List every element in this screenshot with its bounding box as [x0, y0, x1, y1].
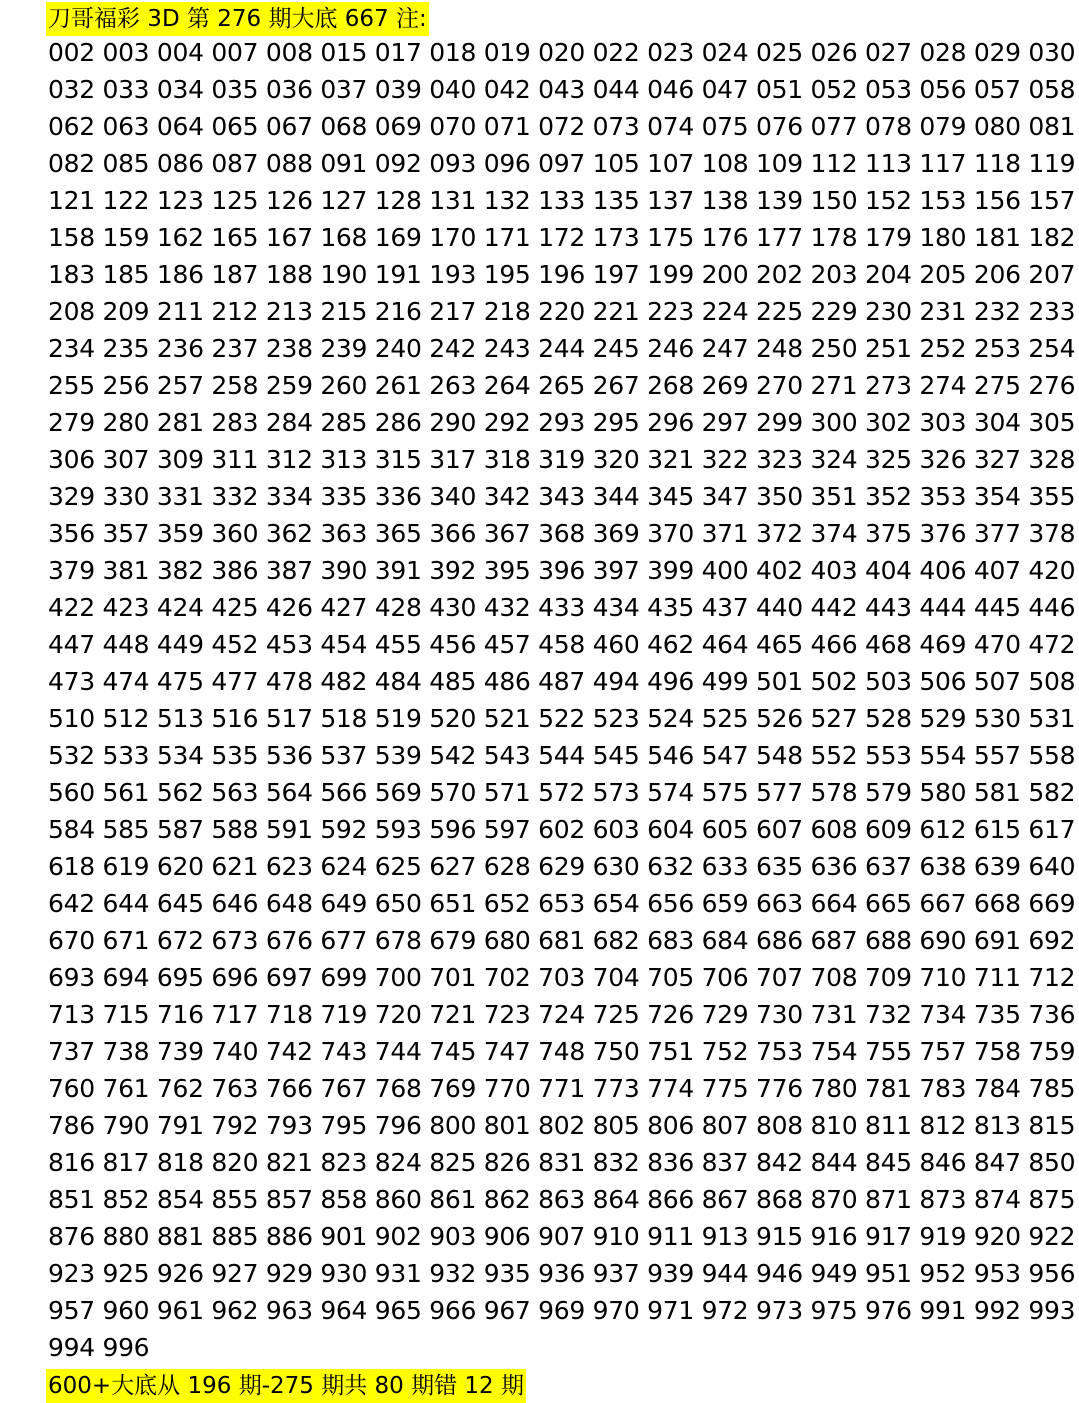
- number-list: [48, 34, 1076, 1366]
- number-row: 208 209 211 212 213 215 216 217 218 220 221 223 224 225 229 230 231 232 233: [48, 297, 1076, 326]
- number-row: 816 817 818 820 821 823 824 825 826 831 832 836 837 842 844 845 846 847 850: [48, 1148, 1076, 1177]
- number-row: 082 085 086 087 088 091 092 093 096 097 105 107 108 109 112 113 117 118 119: [48, 149, 1076, 178]
- number-row: 851 852 854 855 857 858 860 861 862 863 864 866 867 868 870 871 873 874 875: [48, 1185, 1076, 1214]
- number-row: 255 256 257 258 259 260 261 263 264 265 267 268 269 270 271 273 274 275 276: [48, 371, 1076, 400]
- number-row: 158 159 162 165 167 168 169 170 171 172 173 175 176 177 178 179 180 181 182: [48, 223, 1076, 252]
- number-row: 532 533 534 535 536 537 539 542 543 544 545 546 547 548 552 553 554 557 558: [48, 741, 1076, 770]
- number-row: 279 280 281 283 284 285 286 290 292 293 295 296 297 299 300 302 303 304 305: [48, 408, 1076, 437]
- number-row: 329 330 331 332 334 335 336 340 342 343 344 345 347 350 351 352 353 354 355: [48, 482, 1076, 511]
- number-row: 923 925 926 927 929 930 931 932 935 936 937 939 944 946 949 951 952 953 956: [48, 1259, 1076, 1288]
- number-row: 002 003 004 007 008 015 017 018 019 020 022 023 024 025 026 027 028 029 030: [48, 38, 1076, 67]
- number-row: 422 423 424 425 426 427 428 430 432 433 434 435 437 440 442 443 444 445 446: [48, 593, 1076, 622]
- number-row: 693 694 695 696 697 699 700 701 702 703 704 705 706 707 708 709 710 711 712: [48, 963, 1076, 992]
- number-row: 957 960 961 962 963 964 965 966 967 969 970 971 972 973 975 976 991 992 993: [48, 1296, 1076, 1325]
- number-row: 560 561 562 563 564 566 569 570 571 572 573 574 575 577 578 579 580 581 582: [48, 778, 1076, 807]
- number-row: 670 671 672 673 676 677 678 679 680 681 682 683 684 686 687 688 690 691 692: [48, 926, 1076, 955]
- page-title: 刀哥福彩 3D 第 276 期大底 667 注:: [46, 2, 429, 36]
- number-row: 306 307 309 311 312 313 315 317 318 319 320 321 322 323 324 325 326 327 328: [48, 445, 1076, 474]
- number-row: 121 122 123 125 126 127 128 131 132 133 135 137 138 139 150 152 153 156 157: [48, 186, 1076, 215]
- number-row: 032 033 034 035 036 037 039 040 042 043 044 046 047 051 052 053 056 057 058: [48, 75, 1076, 104]
- number-row: 510 512 513 516 517 518 519 520 521 522 523 524 525 526 527 528 529 530 531: [48, 704, 1076, 733]
- footer-note: 600+大底从 196 期-275 期共 80 期错 12 期: [46, 1369, 526, 1403]
- number-row: 062 063 064 065 067 068 069 070 071 072 073 074 075 076 077 078 079 080 081: [48, 112, 1076, 141]
- number-row: 876 880 881 885 886 901 902 903 906 907 910 911 913 915 916 917 919 920 922: [48, 1222, 1076, 1251]
- number-row: 737 738 739 740 742 743 744 745 747 748 750 751 752 753 754 755 757 758 759: [48, 1037, 1076, 1066]
- number-row: 183 185 186 187 188 190 191 193 195 196 197 199 200 202 203 204 205 206 207: [48, 260, 1076, 289]
- number-row: 234 235 236 237 238 239 240 242 243 244 245 246 247 248 250 251 252 253 254: [48, 334, 1076, 363]
- number-row: 618 619 620 621 623 624 625 627 628 629 630 632 633 635 636 637 638 639 640: [48, 852, 1076, 881]
- number-row: 356 357 359 360 362 363 365 366 367 368 369 370 371 372 374 375 376 377 378: [48, 519, 1076, 548]
- number-row: 379 381 382 386 387 390 391 392 395 396 397 399 400 402 403 404 406 407 420: [48, 556, 1076, 585]
- number-row: 760 761 762 763 766 767 768 769 770 771 773 774 775 776 780 781 783 784 785: [48, 1074, 1076, 1103]
- number-row: 713 715 716 717 718 719 720 721 723 724 725 726 729 730 731 732 734 735 736: [48, 1000, 1076, 1029]
- number-row: 473 474 475 477 478 482 484 485 486 487 494 496 499 501 502 503 506 507 508: [48, 667, 1076, 696]
- number-row: 994 996: [48, 1333, 150, 1362]
- number-row: 584 585 587 588 591 592 593 596 597 602 603 604 605 607 608 609 612 615 617: [48, 815, 1076, 844]
- number-row: 642 644 645 646 648 649 650 651 652 653 654 656 659 663 664 665 667 668 669: [48, 889, 1076, 918]
- number-row: 447 448 449 452 453 454 455 456 457 458 460 462 464 465 466 468 469 470 472: [48, 630, 1076, 659]
- number-row: 786 790 791 792 793 795 796 800 801 802 805 806 807 808 810 811 812 813 815: [48, 1111, 1076, 1140]
